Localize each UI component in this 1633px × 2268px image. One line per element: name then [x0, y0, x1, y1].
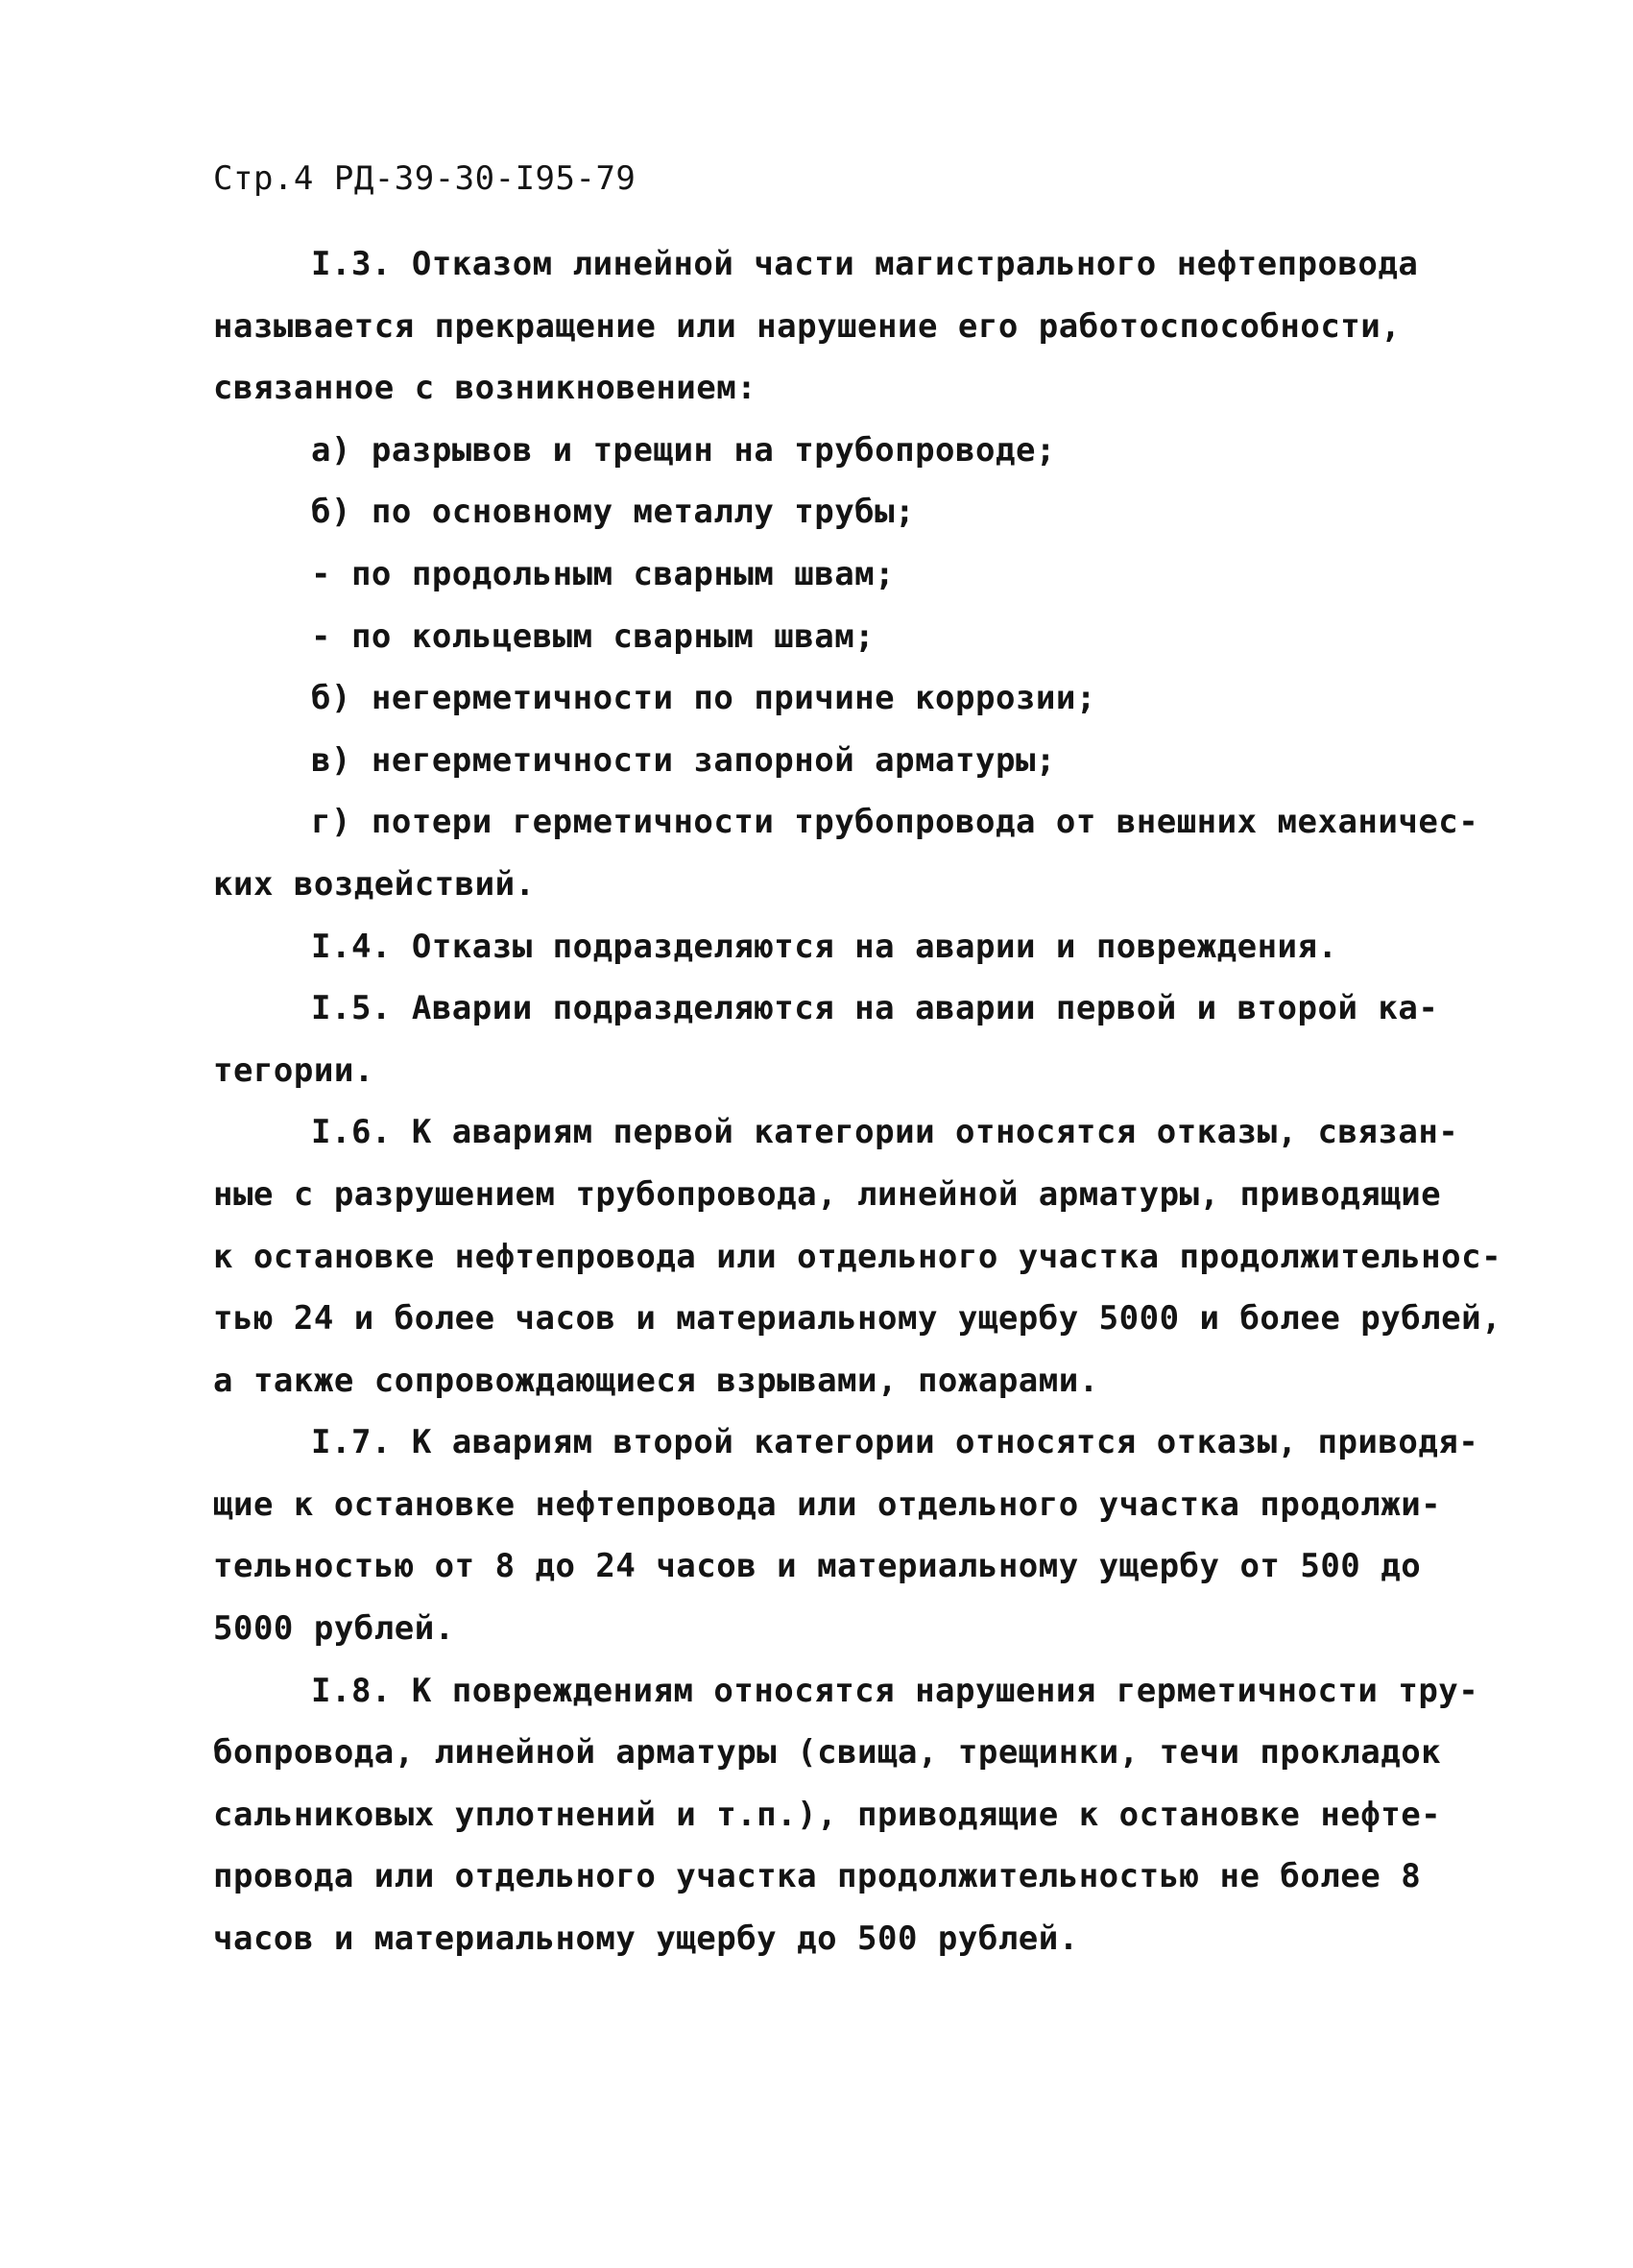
text-line: I.8. К повреждениям относятся нарушения герметичности тру- [311, 1671, 1479, 1710]
text-line: 5000 рублей. [213, 1609, 455, 1649]
text-line: I.4. Отказы подразделяются на аварии и повреждения. [311, 927, 1338, 966]
text-line: сальниковых уплотнений и т.п.), приводящие к остановке нефте- [213, 1795, 1442, 1834]
text-line: - по продольным сварным швам; [311, 554, 896, 593]
text-line: тью 24 и более часов и материальному ущербу 5000 и более рублей, [213, 1299, 1502, 1339]
text-line: б) негерметичности по причине коррозии; [311, 679, 1096, 718]
text-line: в) негерметичности запорной арматуры; [311, 740, 1056, 780]
text-line: г) потери герметичности трубопровода от внешних механичес- [311, 803, 1479, 842]
text-line: связанное с возникновением: [213, 369, 757, 408]
text-line: тегории. [213, 1050, 374, 1090]
text-line: к остановке нефтепровода или отдельного участка продолжительнос- [213, 1237, 1502, 1276]
text-line: тельностью от 8 до 24 часов и материальному ущербу от 500 до [213, 1547, 1422, 1586]
document-code: РД-39-30-I95-79 [333, 159, 636, 198]
text-line: бопровода, линейной арматуры (свища, трещинки, течи прокладок [213, 1733, 1442, 1773]
text-line: I.3. Отказом линейной части магистрального нефтепровода [311, 245, 1419, 283]
text-line: провода или отдельного участка продолжительностью не более 8 [213, 1857, 1422, 1896]
text-line: ные с разрушением трубопровода, линейной арматуры, приводящие [213, 1174, 1442, 1214]
document-body [213, 233, 1502, 1970]
text-line: - по кольцевым сварным швам; [311, 616, 876, 656]
page-number-label: Стр.4 [213, 159, 314, 198]
text-line: I.6. К авариям первой категории относятся отказы, связан- [311, 1113, 1459, 1152]
text-line: часов и материальному ущербу до 500 рублей. [213, 1919, 1079, 1959]
text-line: ких воздействий. [213, 864, 536, 904]
text-line: I.7. К авариям второй категории относятся отказы, приводя- [311, 1423, 1479, 1462]
page-header [213, 157, 636, 201]
text-line: щие к остановке нефтепровода или отдельного участка продолжи- [213, 1484, 1442, 1524]
text-line: а) разрывов и трещин на трубопроводе; [311, 430, 1056, 470]
text-line: I.5. Аварии подразделяются на аварии первой и второй ка- [311, 989, 1439, 1028]
text-line: а также сопровождающиеся взрывами, пожарами. [213, 1361, 1099, 1400]
text-line: б) по основному металлу трубы; [311, 493, 916, 532]
text-line: называется прекращение или нарушение его работоспособности, [213, 306, 1402, 346]
